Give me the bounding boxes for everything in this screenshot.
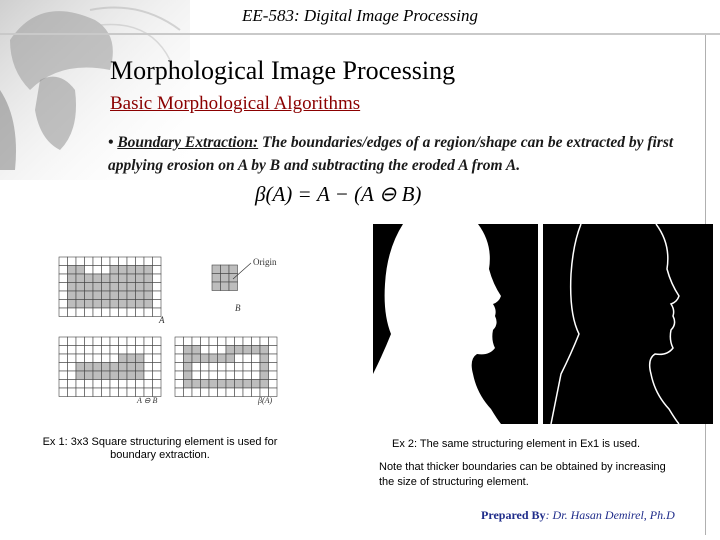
- grid-cell: [269, 346, 278, 355]
- grid-cell: [68, 308, 77, 317]
- grid-cell: [136, 363, 145, 372]
- grid-cell: [119, 380, 128, 389]
- grid-cell: [59, 300, 68, 309]
- grid-cell: [85, 274, 94, 283]
- grid-cell: [110, 346, 119, 355]
- grid-cell: [260, 346, 269, 355]
- grid-cell: [201, 371, 210, 380]
- grid-cell: [119, 346, 128, 355]
- grid-cell: [110, 363, 119, 372]
- grid-cell: [235, 380, 244, 389]
- grid-cell: [110, 266, 119, 275]
- grid-cell: [218, 354, 227, 363]
- grid-cell: [76, 308, 85, 317]
- grid-cell: [153, 274, 162, 283]
- grid-cell: [218, 380, 227, 389]
- grid-cell: [110, 283, 119, 292]
- grid-cell: [209, 388, 218, 397]
- grid-cell: [209, 354, 218, 363]
- grid-cell: [269, 337, 278, 346]
- grid-cell: [76, 257, 85, 266]
- grid-cell: [76, 266, 85, 275]
- grid-cell: [68, 274, 77, 283]
- grid-cell: [93, 371, 102, 380]
- grid-cell: [144, 266, 153, 275]
- grid-cell: [235, 354, 244, 363]
- grid-cell: [85, 371, 94, 380]
- grid-cell: [76, 291, 85, 300]
- grid-cell: [127, 274, 136, 283]
- grid-cell: [93, 354, 102, 363]
- grid-cell: [136, 291, 145, 300]
- grid-cell: [119, 354, 128, 363]
- grid-cell: [85, 337, 94, 346]
- grid-cell: [68, 354, 77, 363]
- grid-cell: [119, 371, 128, 380]
- grid-cell: [110, 308, 119, 317]
- grid-cell: [226, 380, 235, 389]
- grid-cell: [243, 354, 252, 363]
- grid-cell: [110, 380, 119, 389]
- grid-cell: [59, 337, 68, 346]
- grid-cell: [102, 291, 111, 300]
- grid-cell: [68, 371, 77, 380]
- grid-cell: [218, 363, 227, 372]
- grid-cell: [226, 371, 235, 380]
- grid-cell: [192, 371, 201, 380]
- grid-cell: [68, 388, 77, 397]
- grid-cell: [175, 337, 184, 346]
- grid-cell: [218, 346, 227, 355]
- grid-cell: [102, 300, 111, 309]
- grid-cell: [226, 363, 235, 372]
- grid-cell: [136, 266, 145, 275]
- grid-cell: [102, 388, 111, 397]
- grid-cell: [252, 337, 261, 346]
- grid-cell: [184, 354, 193, 363]
- grid-cell: [201, 363, 210, 372]
- grid-cell: [59, 371, 68, 380]
- grid-cell: [212, 274, 221, 283]
- grid-cell: [226, 346, 235, 355]
- grid-cell: [175, 380, 184, 389]
- grid-cell: [184, 371, 193, 380]
- grid-cell: [153, 354, 162, 363]
- grid-cell: [260, 363, 269, 372]
- grid-cell: [144, 337, 153, 346]
- grid-cell: [68, 363, 77, 372]
- grid-cell: [144, 257, 153, 266]
- grid-cell: [153, 363, 162, 372]
- grid-cell: [243, 388, 252, 397]
- grid-cell: [201, 337, 210, 346]
- grid-cell: [93, 257, 102, 266]
- grid-cell: [110, 388, 119, 397]
- grid-cell: [127, 266, 136, 275]
- grid-cell: [153, 300, 162, 309]
- grid-cell: [102, 380, 111, 389]
- grid-cell: [76, 346, 85, 355]
- grid-cell: [110, 274, 119, 283]
- grid-cell: [269, 354, 278, 363]
- grid-cell: [136, 257, 145, 266]
- grid-cell: [136, 337, 145, 346]
- grid-cell: [59, 257, 68, 266]
- label-eroded: A ⊖ B: [137, 396, 158, 405]
- grid-cell: [252, 363, 261, 372]
- grid-cell: [153, 346, 162, 355]
- grid-cell: [119, 283, 128, 292]
- grid-cell: [127, 300, 136, 309]
- grid-cell: [235, 337, 244, 346]
- grid-cell: [209, 337, 218, 346]
- grid-cell: [110, 337, 119, 346]
- grid-cell: [59, 380, 68, 389]
- grid-cell: [175, 363, 184, 372]
- label-b: B: [235, 303, 241, 313]
- grid-cell: [144, 354, 153, 363]
- grid-cell: [119, 291, 128, 300]
- grid-cell: [93, 363, 102, 372]
- grid-cell: [221, 265, 230, 274]
- grid-cell: [119, 274, 128, 283]
- grid-cell: [184, 380, 193, 389]
- grid-cell: [260, 380, 269, 389]
- grid-cell: [269, 380, 278, 389]
- grid-cell: [201, 346, 210, 355]
- grid-cell: [175, 354, 184, 363]
- grid-cell: [76, 337, 85, 346]
- grid-cell: [127, 388, 136, 397]
- grid-cell: [93, 291, 102, 300]
- grid-cell: [85, 388, 94, 397]
- grid-cell: [192, 346, 201, 355]
- grid-cell: [93, 300, 102, 309]
- grid-cell: [243, 363, 252, 372]
- grid-cell: [153, 266, 162, 275]
- grid-cell: [110, 291, 119, 300]
- grid-cell: [136, 371, 145, 380]
- grid-cell: [235, 371, 244, 380]
- grid-cell: [209, 371, 218, 380]
- grid-cell: [93, 283, 102, 292]
- grid-cell: [68, 380, 77, 389]
- grid-cell: [93, 274, 102, 283]
- grid-cell: [252, 380, 261, 389]
- grid-cell: [192, 380, 201, 389]
- grid-cell: [209, 380, 218, 389]
- grid-cell: [119, 257, 128, 266]
- grid-cell: [221, 274, 230, 283]
- grid-cell: [127, 257, 136, 266]
- example2-note: Note that thicker boundaries can be obtained by increasing the size of structuring element.: [379, 461, 666, 488]
- grid-cell: [243, 346, 252, 355]
- grid-cell: [102, 274, 111, 283]
- grid-cell: [59, 388, 68, 397]
- grid-cell: [59, 266, 68, 275]
- grid-cell: [59, 291, 68, 300]
- grid-cell: [226, 337, 235, 346]
- grid-cell: [235, 346, 244, 355]
- grid-cell: [260, 337, 269, 346]
- grid-cell: [136, 380, 145, 389]
- grid-cell: [184, 388, 193, 397]
- eroded-a-grid: [59, 337, 161, 397]
- grid-cell: [235, 388, 244, 397]
- grid-cell: [68, 337, 77, 346]
- grid-cell: [252, 371, 261, 380]
- grid-cell: [127, 337, 136, 346]
- grid-cell: [144, 363, 153, 372]
- example2-caption: Ex 2: The same structuring element in Ex1 is used.: [392, 438, 641, 450]
- grid-cell: [102, 337, 111, 346]
- grid-cell: [59, 274, 68, 283]
- grid-cell: [243, 337, 252, 346]
- grid-cell: [76, 371, 85, 380]
- grid-cell: [119, 363, 128, 372]
- grid-cell: [144, 291, 153, 300]
- grid-cell: [102, 283, 111, 292]
- grid-cell: [127, 363, 136, 372]
- label-a: A: [159, 315, 165, 325]
- grid-cell: [59, 363, 68, 372]
- grid-cell: [144, 346, 153, 355]
- grid-cell: [184, 363, 193, 372]
- grid-cell: [218, 371, 227, 380]
- grid-cell: [102, 363, 111, 372]
- grid-cell: [110, 371, 119, 380]
- grid-cell: [136, 346, 145, 355]
- bullet-term: Boundary Extraction:: [117, 134, 259, 151]
- grid-cell: [229, 265, 238, 274]
- grid-cell: [127, 380, 136, 389]
- bullet-marker: •: [108, 134, 114, 151]
- grid-cell: [209, 346, 218, 355]
- grid-cell: [269, 371, 278, 380]
- grid-cell: [85, 346, 94, 355]
- origin-label: Origin: [253, 257, 277, 267]
- grid-cell: [192, 354, 201, 363]
- grid-cell: [59, 346, 68, 355]
- grid-cell: [192, 363, 201, 372]
- grid-cell: [209, 363, 218, 372]
- grid-cell: [119, 337, 128, 346]
- grid-cell: [76, 363, 85, 372]
- grid-cell: [218, 388, 227, 397]
- grid-cell: [93, 346, 102, 355]
- grid-cell: [144, 371, 153, 380]
- grid-cell: [201, 388, 210, 397]
- grid-cell: [212, 282, 221, 291]
- grid-cell: [68, 300, 77, 309]
- grid-cell: [175, 388, 184, 397]
- footer-author: : Dr. Hasan Demirel, Ph.D: [545, 508, 675, 522]
- footer-prefix: Prepared By: [481, 508, 546, 522]
- grid-cell: [110, 257, 119, 266]
- grid-cell: [252, 346, 261, 355]
- grid-cell: [85, 354, 94, 363]
- grid-cell: [93, 337, 102, 346]
- grid-cell: [85, 257, 94, 266]
- grid-cell: [153, 380, 162, 389]
- grid-cell: [136, 300, 145, 309]
- grid-cell: [102, 371, 111, 380]
- grid-cell: [76, 354, 85, 363]
- grid-cell: [260, 371, 269, 380]
- slide-subtitle: Basic Morphological Algorithms: [110, 93, 361, 114]
- grid-cell: [260, 354, 269, 363]
- grid-cell: [93, 380, 102, 389]
- grid-cell: [144, 300, 153, 309]
- grid-cell: [102, 354, 111, 363]
- grid-cell: [110, 354, 119, 363]
- grid-cell: [85, 380, 94, 389]
- set-a-grid: [59, 257, 161, 317]
- grid-cell: [119, 266, 128, 275]
- grid-cell: [85, 266, 94, 275]
- grid-cell: [85, 291, 94, 300]
- grid-cell: [85, 363, 94, 372]
- grid-cell: [102, 308, 111, 317]
- grid-cell: [127, 354, 136, 363]
- grid-cell: [153, 291, 162, 300]
- grid-cell: [201, 380, 210, 389]
- grid-cell: [229, 274, 238, 283]
- boundary-grid: [175, 337, 277, 397]
- grid-cell: [59, 354, 68, 363]
- grid-cell: [212, 265, 221, 274]
- grid-cell: [243, 380, 252, 389]
- grid-cell: [144, 274, 153, 283]
- grid-cell: [229, 282, 238, 291]
- grid-cell: [119, 388, 128, 397]
- grid-cell: [221, 282, 230, 291]
- grid-cell: [127, 346, 136, 355]
- grid-cell: [192, 337, 201, 346]
- grid-cell: [235, 363, 244, 372]
- grid-cell: [153, 257, 162, 266]
- header-divider: [0, 33, 720, 35]
- grid-cell: [76, 283, 85, 292]
- example1-caption: Ex 1: 3x3 Square structuring element is used for boundary extraction.: [42, 436, 278, 461]
- grid-cell: [93, 266, 102, 275]
- grid-cell: [110, 300, 119, 309]
- grid-cell: [76, 388, 85, 397]
- grid-cell: [184, 346, 193, 355]
- grid-cell: [153, 283, 162, 292]
- grid-cell: [144, 380, 153, 389]
- grid-cell: [68, 283, 77, 292]
- grid-cell: [184, 337, 193, 346]
- slide-title: Morphological Image Processing: [110, 56, 456, 85]
- grid-cell: [127, 291, 136, 300]
- grid-cell: [136, 308, 145, 317]
- grid-cell: [136, 274, 145, 283]
- grid-cell: [68, 291, 77, 300]
- grid-cell: [136, 354, 145, 363]
- grid-cell: [93, 388, 102, 397]
- grid-cell: [192, 388, 201, 397]
- course-header: EE-583: Digital Image Processing: [242, 6, 478, 25]
- grid-cell: [76, 380, 85, 389]
- grid-cell: [226, 388, 235, 397]
- grid-cell: [153, 371, 162, 380]
- grid-cell: [102, 346, 111, 355]
- grid-cell: [201, 354, 210, 363]
- grid-cell: [68, 346, 77, 355]
- grid-cell: [85, 308, 94, 317]
- grid-cell: [102, 257, 111, 266]
- grid-cell: [175, 371, 184, 380]
- grid-cell: [144, 308, 153, 317]
- grid-cell: [59, 308, 68, 317]
- grid-cell: [175, 346, 184, 355]
- footer-credit: [481, 508, 675, 523]
- grid-cell: [76, 274, 85, 283]
- grid-cell: [102, 266, 111, 275]
- grid-cell: [218, 337, 227, 346]
- label-boundary: β(A): [258, 396, 273, 405]
- boundary-extraction-bullet: [108, 131, 716, 177]
- grid-cell: [68, 266, 77, 275]
- boundary-extraction-grid-figure: [55, 253, 290, 413]
- grid-cell: [226, 354, 235, 363]
- grid-cell: [153, 337, 162, 346]
- grid-cell: [127, 283, 136, 292]
- grid-cell: [252, 354, 261, 363]
- silhouette-example-figure: [373, 224, 713, 424]
- grid-cell: [93, 308, 102, 317]
- grid-cell: [136, 283, 145, 292]
- grid-cell: [85, 283, 94, 292]
- bullet-text: The boundaries/edges of a region/shape can be extracted by first applying erosion on A by B and subtracting the eroded A from A.: [108, 134, 674, 174]
- grid-cell: [144, 283, 153, 292]
- grid-cell: [59, 283, 68, 292]
- grid-cell: [243, 371, 252, 380]
- grid-cell: [76, 300, 85, 309]
- boundary-formula: β(A) = A − (A ⊖ B): [255, 182, 422, 206]
- grid-cell: [68, 257, 77, 266]
- grid-cell: [85, 300, 94, 309]
- grid-cell: [119, 300, 128, 309]
- structuring-element-b: [212, 265, 238, 291]
- grid-cell: [127, 308, 136, 317]
- grid-cell: [127, 371, 136, 380]
- grid-cell: [269, 363, 278, 372]
- grid-cell: [119, 308, 128, 317]
